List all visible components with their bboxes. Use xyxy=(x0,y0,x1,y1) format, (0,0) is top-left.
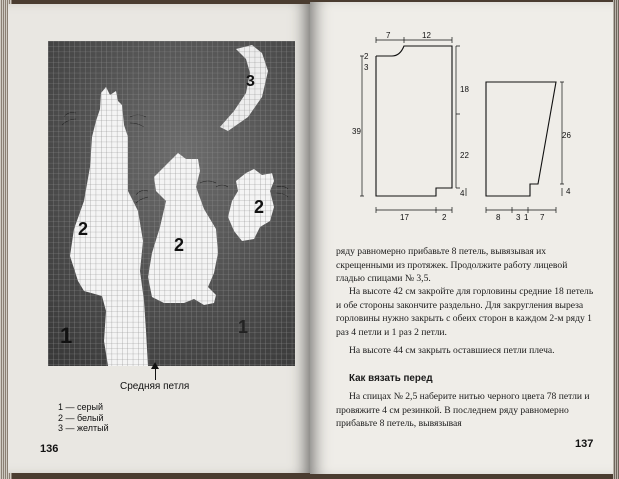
dim-label: 4 xyxy=(566,187,571,196)
chart-symbol-gray: 1 xyxy=(60,323,73,348)
dim-label: 2 xyxy=(364,52,369,61)
paragraph xyxy=(336,285,596,339)
chart-symbol-gray-right: 1 xyxy=(238,317,249,337)
dim-label: 4 xyxy=(460,189,465,198)
chart-symbol-white-middle: 2 xyxy=(174,235,185,255)
dim-label: 1 xyxy=(524,213,529,222)
dimension-lines xyxy=(360,37,564,213)
paragraph xyxy=(336,245,596,286)
color-legend xyxy=(58,402,109,434)
sleeve-piece-outline xyxy=(486,82,556,196)
dim-label: 3 xyxy=(516,213,521,222)
paragraph-text: На спицах № 2,5 наберите нитью черного цвета 78 петли и провяжите 4 см резинкой. В последнем ряду равномерно прибавьте 8 петель, вывязывая xyxy=(336,391,590,430)
legend-item: 3 — желтый xyxy=(58,423,109,433)
knitting-chart xyxy=(48,41,295,366)
section-heading xyxy=(336,372,596,386)
chart-symbol-white-large: 2 xyxy=(78,219,89,239)
dim-label: 39 xyxy=(352,127,361,136)
middle-loop-pointer xyxy=(155,366,156,380)
paragraph xyxy=(336,344,596,358)
dim-label: 2 xyxy=(442,213,447,222)
pattern-schema xyxy=(352,31,592,226)
legend-item: 2 — белый xyxy=(58,412,104,423)
chart-symbol-yellow: 3 xyxy=(246,73,255,90)
dim-label: 7 xyxy=(386,31,391,40)
paragraph-text: ряду равномерно прибавьте 8 петель, вывязывая их скрещенными из протяжек. Продолжите работу лицевой гладью спицами № 3,5. xyxy=(336,246,568,285)
page-number-right: 137 xyxy=(575,438,594,450)
dim-label: 8 xyxy=(496,213,501,222)
dim-label: 22 xyxy=(460,151,469,160)
dim-label: 3 xyxy=(364,63,369,72)
chart-symbol-white-small: 2 xyxy=(254,197,265,217)
paragraph-text: На высоте 44 см закрыть оставшиеся петли плеча. xyxy=(349,345,555,356)
page-number-left: 136 xyxy=(40,443,59,455)
middle-loop-caption: Средняя петля xyxy=(120,381,190,392)
paragraph xyxy=(336,390,596,431)
dim-label: 17 xyxy=(400,213,409,222)
dim-label: 26 xyxy=(562,131,571,140)
dim-label: 12 xyxy=(422,31,431,40)
dim-label: 18 xyxy=(460,85,469,94)
heading-text: Как вязать перед xyxy=(349,373,433,384)
page-edges-right xyxy=(613,0,619,479)
back-piece-outline xyxy=(376,46,452,196)
legend-item: 1 — серый xyxy=(58,402,104,412)
paragraph-text: На высоте 42 см закройте для горловины средние 18 петель и обе стороны закончите раздельно. Для закругления выреза горловины нужно закрыть с обеих сторон в каждом 2-м ряду 1 раз 4 петли и 1 раз 2 петли. xyxy=(336,286,594,338)
dim-label: 7 xyxy=(540,213,545,222)
